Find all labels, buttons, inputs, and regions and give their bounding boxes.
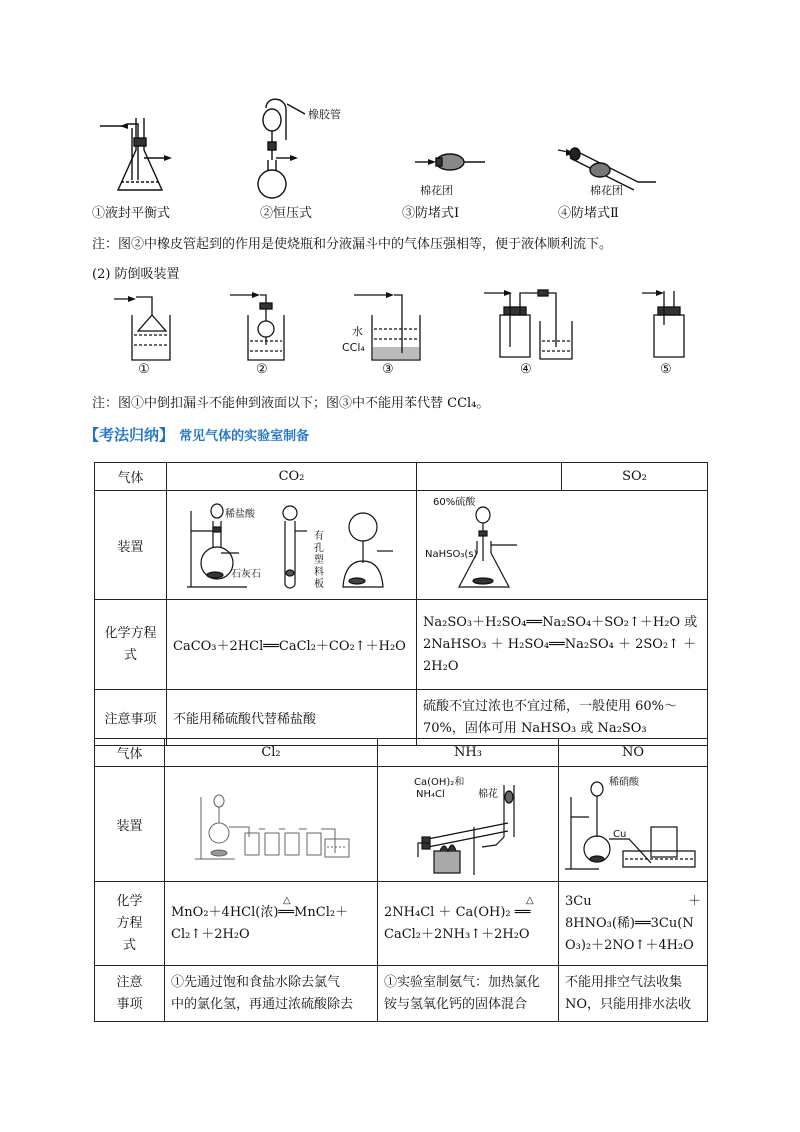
no-eq-line1 <box>565 891 701 913</box>
suckback-caption-4: ④ <box>520 362 532 377</box>
table1-so2-header: SO₂ <box>562 463 708 491</box>
t2-note-label-1: 注意 <box>116 974 143 990</box>
no-eq-line1a: 3Cu <box>565 893 592 909</box>
inverted-funnel-beaker-icon <box>114 296 170 360</box>
table2-equation-label <box>95 882 165 966</box>
so2-eq-line1: Na₂SO₃＋H₂SO₄══Na₂SO₄＋SO₂↑＋H₂O 或 <box>423 614 698 630</box>
table1-device-label: 装置 <box>95 491 167 600</box>
cl2-note <box>165 966 378 1022</box>
so2-label-solid: NaHSO₃(s) <box>425 549 478 560</box>
anti-suckback-figures <box>110 285 710 375</box>
so2-eq-line2: 2NaHSO₃ ＋ H₂SO₄══Na₂SO₄ ＋ 2SO₂↑ ＋ <box>423 636 697 652</box>
table1-equation-label <box>95 600 167 690</box>
no-note-line1: 不能用排空气法收集 <box>565 974 683 990</box>
water-label: 水 <box>352 325 363 338</box>
bracket-title: 【考法归纳】 <box>84 426 175 444</box>
t2-eq-label-2: 方程 <box>116 915 143 931</box>
rubber-tube-label: 橡胶管 <box>308 108 341 121</box>
table2-nh3-header: NH₃ <box>378 739 559 767</box>
co2-equation: CaCO₃＋2HCl══CaCl₂＋CO₂↑＋H₂O <box>167 600 417 690</box>
table1-gas-header: 气体 <box>95 463 167 491</box>
nh3-heat-symbol: △ <box>526 894 534 906</box>
so2-apparatus-icon <box>417 491 707 595</box>
nh3-label-reagent-2: NH₄Cl <box>416 789 445 800</box>
no-equation <box>559 882 708 966</box>
no-label-acid: 稀硝酸 <box>609 777 639 788</box>
nh3-note-line2: 铵与氢氧化钙的固体混合 <box>384 996 528 1012</box>
table1-co2-header: CO₂ <box>167 463 417 491</box>
table2-header-row <box>95 739 708 767</box>
anti-clog-apparatus-figures <box>90 90 690 200</box>
so2-note-line1: 硫酸不宜过浓也不宜过稀，一般使用 60%～ <box>423 698 678 714</box>
nh3-label-reagent-1: Ca(OH)₂和 <box>414 777 465 788</box>
section-heading <box>84 424 309 445</box>
empty-bottle-beaker-icon <box>484 290 572 359</box>
gas-prep-table-2 <box>94 738 708 1022</box>
nh3-apparatus-cell <box>378 767 559 882</box>
table2-device-label: 装置 <box>95 767 165 882</box>
so2-note-line2: 70%，固体可用 NaHSO₃ 或 Na₂SO₃ <box>423 720 647 736</box>
suckback-caption-3: ③ <box>382 362 394 377</box>
nh3-note <box>378 966 559 1022</box>
no-eq-line2: 8HNO₃(稀)══3Cu(N <box>565 915 694 931</box>
nh3-equation <box>378 882 559 966</box>
note-inverted-funnel: 注：图①中倒扣漏斗不能伸到液面以下；图③中不能用苯代替 CCl₄。 <box>92 396 490 411</box>
co2-apparatus-icon <box>167 491 416 595</box>
nh3-apparatus-icon <box>378 767 558 877</box>
cl2-equation <box>165 882 378 966</box>
caption-anti-clog-2: ④防堵式Ⅱ <box>558 206 619 221</box>
cl2-eq-line1-wrap <box>171 894 371 924</box>
cl2-eq-line1: MnO₂＋4HCl(浓)══MnCl₂＋ <box>171 904 349 920</box>
gas-bottle-icon <box>642 290 684 357</box>
no-note-line2: NO，只能用排水法收 <box>565 996 692 1012</box>
caption-anti-clog-1: ③防堵式Ⅰ <box>402 206 460 221</box>
table2-note-row <box>95 966 708 1022</box>
no-eq-line3: O₃)₂＋2NO↑＋4H₂O <box>565 937 694 953</box>
nh3-label-cotton: 棉花 <box>478 789 498 800</box>
co2-label-plate-3: 塑 <box>314 555 324 566</box>
suckback-caption-5: ⑤ <box>660 362 672 377</box>
table2-device-row <box>95 767 708 882</box>
so2-label-acid: 60%硫酸 <box>433 497 476 508</box>
cl2-apparatus-cell <box>165 767 378 882</box>
no-eq-line1b: ＋ <box>687 893 701 909</box>
ccl4-label: CCl₄ <box>342 341 365 354</box>
no-apparatus-icon <box>559 767 707 877</box>
table2-note-label <box>95 966 165 1022</box>
t2-note-label-2: 事项 <box>116 996 143 1012</box>
eq-label-line1: 化学方程 <box>104 625 157 641</box>
heading-subtitle: 常见气体的实验室制备 <box>179 429 310 444</box>
co2-label-hcl: 稀盐酸 <box>225 509 255 520</box>
t2-eq-label-3: 式 <box>122 937 136 953</box>
table2-gas-header: 气体 <box>95 739 165 767</box>
table1-header-row <box>95 463 708 491</box>
nh3-eq-line2: CaCl₂＋2NH₃↑＋2H₂O <box>384 926 530 942</box>
constant-pressure-funnel-icon <box>258 99 305 198</box>
table1-empty-header <box>417 463 562 491</box>
co2-apparatus-cell <box>167 491 417 600</box>
caption-constant-pressure: ②恒压式 <box>260 206 313 221</box>
t2-eq-label-1: 化学 <box>116 893 143 909</box>
no-label-cu: Cu <box>613 829 627 840</box>
table1-equation-row <box>95 600 708 690</box>
cotton-label-1: 棉花团 <box>420 184 453 197</box>
co2-label-plate-5: 板 <box>314 579 324 590</box>
no-apparatus-cell <box>559 767 708 882</box>
bulb-tube-beaker-icon <box>230 292 284 360</box>
co2-note: 不能用稀硫酸代替稀盐酸 <box>167 690 417 746</box>
co2-label-plate-4: 料 <box>314 567 324 578</box>
gas-prep-table-1 <box>94 462 708 746</box>
liquid-seal-flask-icon <box>100 118 172 190</box>
section-anti-suckback-title: (2) 防倒吸装置 <box>92 267 180 282</box>
table2-no-header: NO <box>559 739 708 767</box>
co2-label-limestone: 石灰石 <box>231 569 261 580</box>
table1-note-label: 注意事项 <box>95 690 167 746</box>
cl2-heat-symbol: △ <box>283 894 291 906</box>
cl2-eq-line2: Cl₂↑＋2H₂O <box>171 926 250 942</box>
cl2-apparatus-icon <box>165 767 377 877</box>
so2-equation <box>417 600 708 690</box>
table2-equation-row <box>95 882 708 966</box>
note-rubber-tube: 注：图②中橡皮管起到的作用是使烧瓶和分液漏斗中的气体压强相等，便于液体顺利流下。 <box>92 237 613 252</box>
suckback-caption-1: ① <box>138 362 150 377</box>
cotton-label-2: 棉花团 <box>590 184 623 197</box>
caption-liquid-seal: ①液封平衡式 <box>92 206 171 221</box>
co2-label-plate-1: 有 <box>314 531 324 542</box>
cl2-note-line2: 中的氯化氢，再通过浓硫酸除去 <box>171 996 354 1012</box>
nh3-eq-line1-wrap <box>384 894 552 924</box>
nh3-note-line1: ①实验室制氨气：加热氯化 <box>384 974 541 990</box>
anti-clog-tube-1-icon <box>415 154 485 170</box>
table2-cl2-header: Cl₂ <box>165 739 378 767</box>
eq-label-line2: 式 <box>123 647 137 663</box>
co2-label-plate-2: 孔 <box>314 543 324 554</box>
no-note <box>559 966 708 1022</box>
so2-apparatus-cell <box>417 491 708 600</box>
cl2-note-line1: ①先通过饱和食盐水除去氯气 <box>171 974 341 990</box>
so2-eq-line3: 2H₂O <box>423 658 459 674</box>
table1-device-row <box>95 491 708 600</box>
suckback-caption-2: ② <box>256 362 268 377</box>
nh3-eq-line1: 2NH₄Cl ＋ Ca(OH)₂ ══ <box>384 904 531 920</box>
